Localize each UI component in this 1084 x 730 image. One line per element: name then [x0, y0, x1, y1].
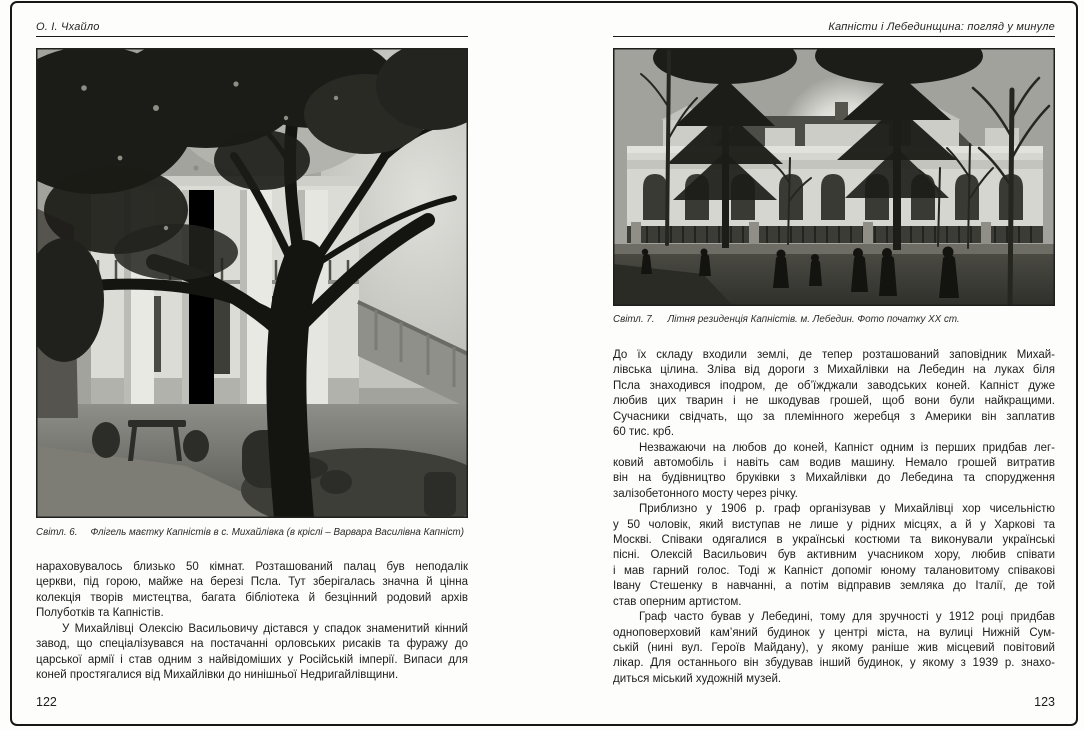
body-line: завод, що спеціалізувався на постачанні орловських рисаків та фуражу до: [36, 638, 468, 651]
right-caption-text: Літня резиденція Капністів. м. Лебедин. Фото початку ХХ ст.: [667, 314, 960, 325]
body-line: Приблизно у 1906 р. граф організував у Михайлівці хор чисельністю: [639, 503, 1055, 516]
body-line: Псла знаходився іподром, де об’їжджали заводських коней. Капніст дуже: [613, 379, 1055, 392]
left-photo-caption: [36, 527, 468, 538]
photo-estate-wing-with-tree: [36, 48, 468, 518]
body-line: церкви, під горою, майже на березі Псла. Тут зберігалась значна й цінна: [36, 576, 468, 589]
body-line: він на будівництво бруківки з Михайлівки до Лебедина та спорудження: [613, 472, 1055, 485]
body-line: у 50 чоловік, який виступав не лише у рідних місцях, а й у Харкові та: [613, 518, 1055, 531]
body-line: У Михайлівці Олексію Васильовичу дістався у спадок знаменитий кінний: [62, 622, 468, 635]
body-line: колекція творів мистецтва, багата бібліотека й безцінний родовий архів: [36, 591, 468, 604]
body-line: Незважаючи на любов до коней, Капніст одним із перших придбав лег-: [639, 441, 1055, 454]
left-caption-text: Флігель маєтку Капністів в с. Михайлівка (в кріслі – Варвара Василівна Капніст): [90, 527, 464, 538]
body-line: лікар. Для останнього він збудував інший будинок, у якому з 1939 р. знахо-: [613, 657, 1055, 670]
right-page-number: 123: [1034, 695, 1055, 709]
body-line: ській (нині вул. Героїв Майдану), у якому раніше жив місцевий повітовий: [613, 642, 1055, 655]
body-line: диться міський художній музей.: [613, 672, 782, 685]
right-header-rule: [613, 36, 1055, 37]
body-line: царської армії і став одним з найвідоміших у Російській імперії. Випаси для: [36, 653, 468, 666]
right-body-text: [613, 348, 1055, 687]
left-body-text: [36, 560, 468, 683]
right-running-header: Капністи і Лебединщина: погляд у минуле: [828, 21, 1055, 33]
body-line: любив цих тварин і не шкодував грошей, щоб вони були найкращими.: [613, 395, 1055, 408]
body-line: коней простягалися від Михайлівки до нинішньої Недригайлівщини.: [36, 668, 399, 681]
body-line: Граф часто бував у Лебедині, тому для зручності у 1912 році придбав: [639, 611, 1055, 624]
photo-summer-residence: [613, 48, 1055, 306]
body-line: Полуботків та Капністів.: [36, 607, 164, 620]
right-caption-label: Світл. 7.: [613, 314, 655, 325]
body-line: Івану Стешенку в навчанні, а потім відправив земляка до Італії, де той: [613, 580, 1055, 593]
left-header-rule: [36, 36, 468, 37]
body-line: нараховувалось близько 50 кімнат. Розташований палац був неподалік: [36, 561, 468, 573]
body-line: і мав гарний голос. Тоді ж Капніст допоміг юному талановитому співакові: [613, 564, 1055, 577]
body-line: До їх складу входили землі, де тепер розташований заповідник Михай-: [613, 349, 1055, 361]
body-line: лівська цілина. Зліва від дороги з Михайлівки на Лебедин на луках біля: [613, 364, 1055, 377]
right-photo-caption: [613, 314, 1055, 325]
body-line: став оперним артистом.: [613, 595, 742, 608]
body-line: Москві. Співаки одягалися в українські костюми та виконували українські: [613, 534, 1055, 547]
left-caption-label: Світл. 6.: [36, 527, 78, 538]
left-page-number: 122: [36, 695, 57, 709]
body-line: одноповерховий кам’яний будинок у центрі міста, на вулиці Нижній Сум-: [613, 626, 1055, 639]
body-line: залізобетонного мосту через річку.: [613, 487, 798, 500]
body-line: 60 тис. крб.: [613, 426, 675, 439]
left-running-header: О. І. Чхайло: [36, 21, 100, 33]
body-line: пісні. Олексій Васильович був активним учасником хору, любив співати: [613, 549, 1055, 562]
body-line: Сучасники свідчать, що за племінного жеребця з Америки він заплатив: [613, 410, 1055, 423]
body-line: ковий автомобіль і навіть сам водив машину. Немало грошей витратив: [613, 456, 1055, 469]
